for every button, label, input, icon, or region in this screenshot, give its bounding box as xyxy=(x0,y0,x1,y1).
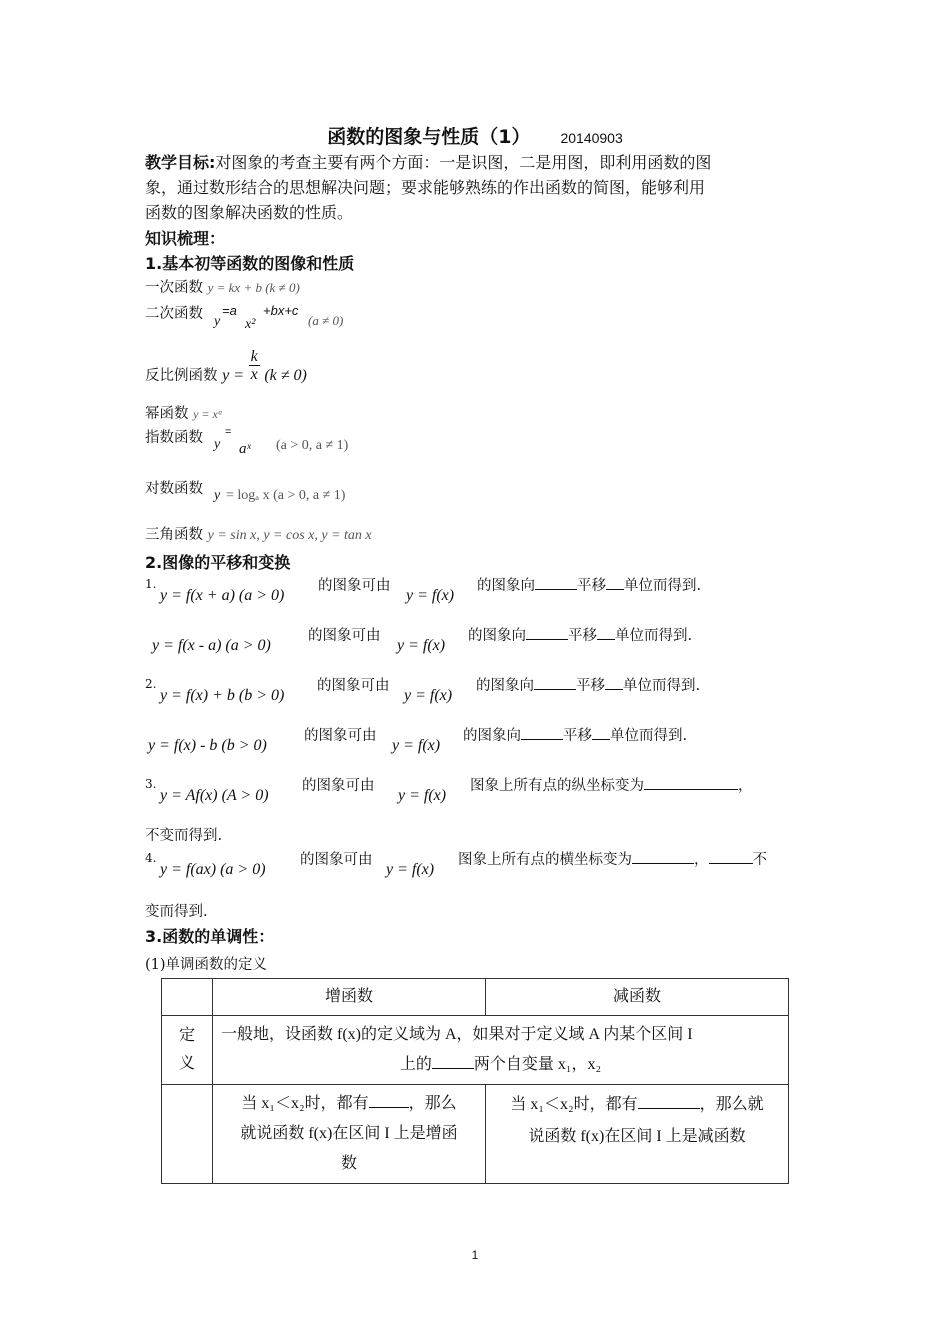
func-formula: y = xᵅ xyxy=(193,407,223,421)
transform-mid: 的图象可由 xyxy=(304,728,377,744)
func-exponential xyxy=(145,426,203,447)
section-3-heading: 3.函数的单调性： xyxy=(145,927,275,946)
increasing-condition xyxy=(213,1085,486,1184)
transform-formula: y = f(x) - b (b > 0) xyxy=(148,737,267,754)
def-line-2b: 两个自变量 x₁，x₂ xyxy=(473,1056,602,1073)
quad-cond: (a ≠ 0) xyxy=(308,313,344,328)
transform-formula: y = f(x - a) (a > 0) xyxy=(152,637,271,654)
tail-text: 平移 xyxy=(577,578,606,594)
func-linear xyxy=(145,276,300,297)
section-2-heading: 2.图像的平移和变换 xyxy=(145,553,291,572)
goal-text-1: 对图象的考查主要有两个方面：一是识图，二是用图，即利用函数的图 xyxy=(215,153,712,172)
func-name: 三角函数 xyxy=(145,527,203,543)
tail-text: 的图象向 xyxy=(468,628,526,644)
func-trig xyxy=(145,523,372,544)
blank[interactable] xyxy=(432,1054,474,1069)
log-formula: = logₐ x (a > 0, a ≠ 1) xyxy=(226,488,346,503)
recip-cond: (k ≠ 0) xyxy=(264,367,307,384)
def-label-text: 定义 xyxy=(179,1027,196,1072)
exp-y: y xyxy=(214,437,221,452)
tail-text: 的图象向 xyxy=(476,678,534,694)
transform-mid: 的图象可由 xyxy=(317,678,390,694)
blank[interactable] xyxy=(606,575,624,590)
section-knowledge: 知识梳理： xyxy=(145,229,226,248)
recip-fraction xyxy=(249,348,260,383)
transform-continuation: 不变而得到. xyxy=(145,828,223,844)
blank[interactable] xyxy=(605,675,623,690)
tail-text: 的图象向 xyxy=(463,728,521,744)
item-number: 2. xyxy=(145,677,157,691)
inc-1b: ，那么 xyxy=(408,1095,457,1112)
blank[interactable] xyxy=(526,625,568,640)
transform-mid: 的图象可由 xyxy=(308,628,381,644)
goal-line-1 xyxy=(145,150,711,175)
decreasing-condition xyxy=(486,1085,789,1184)
tail-text: 平移 xyxy=(563,728,592,744)
blank[interactable] xyxy=(709,849,753,864)
func-name: 反比例函数 xyxy=(145,368,218,384)
inc-line-2: 就说函数 f(x)在区间 I 上是增函 xyxy=(240,1125,458,1142)
blank[interactable] xyxy=(632,849,694,864)
blank[interactable] xyxy=(521,725,563,740)
transform-tail xyxy=(470,774,753,795)
transform-tail xyxy=(463,724,687,745)
tail-text: 单位而得到. xyxy=(624,578,702,594)
page-number: 1 xyxy=(471,1248,479,1262)
def-line-1: 一般地，设函数 f(x)的定义域为 A，如果对于定义域 A 内某个区间 I xyxy=(221,1026,693,1043)
goal-line-2: 象，通过数形结合的思想解决问题；要求能够熟练的作出函数的简图，能够利用 xyxy=(145,178,706,197)
goal-label: 教学目标: xyxy=(145,153,216,172)
definition-label xyxy=(162,1016,213,1085)
func-log xyxy=(145,477,203,498)
transform-formula: y = f(x) + b (b > 0) xyxy=(160,687,285,704)
subsection-1: (1)单调函数的定义 xyxy=(145,957,268,973)
page-title xyxy=(0,122,950,149)
inc-1a: 当 x₁＜x₂时，都有 xyxy=(241,1095,369,1112)
title-date: 20140903 xyxy=(560,130,623,146)
transform-tail xyxy=(476,674,700,695)
transform-continuation: 变而得到. xyxy=(145,904,208,920)
tail-text: 图象上所有点的纵坐标变为 xyxy=(470,778,644,794)
header-increasing: 增函数 xyxy=(213,979,486,1016)
blank[interactable] xyxy=(535,575,577,590)
transform-formula: y = Af(x) (A > 0) xyxy=(160,787,269,804)
quad-x2: x² xyxy=(245,317,256,332)
transform-mid: 的图象可由 xyxy=(318,578,391,594)
transform-base: y = f(x) xyxy=(386,861,435,878)
item-number: 3. xyxy=(145,777,157,791)
transform-tail xyxy=(458,848,767,869)
tail-text: 单位而得到. xyxy=(610,728,688,744)
section-1-heading: 1.基本初等函数的图像和性质 xyxy=(145,254,355,273)
frac-denominator: x xyxy=(250,365,258,383)
transform-base: y = f(x) xyxy=(404,687,453,704)
tail-text: 的图象向 xyxy=(477,578,535,594)
inc-line-3: 数 xyxy=(340,1155,357,1172)
blank[interactable] xyxy=(369,1093,409,1108)
recip-y: y = xyxy=(222,367,245,384)
transform-tail xyxy=(468,624,692,645)
def-line-2 xyxy=(221,1050,780,1080)
item-number: 1. xyxy=(145,577,157,591)
func-quadratic xyxy=(145,302,203,323)
tail-text: ， xyxy=(738,778,753,794)
func-power xyxy=(145,402,223,423)
transform-base: y = f(x) xyxy=(406,587,455,604)
blank[interactable] xyxy=(592,725,610,740)
func-formula: y = kx + b (k ≠ 0) xyxy=(207,280,300,295)
func-name: 对数函数 xyxy=(145,481,203,497)
func-name: 二次函数 xyxy=(145,306,203,322)
func-formula: y = sin x, y = cos x, y = tan x xyxy=(207,528,372,543)
blank[interactable] xyxy=(597,625,615,640)
inc-line-1 xyxy=(221,1089,477,1119)
frac-numerator: k xyxy=(250,347,258,365)
func-name: 一次函数 xyxy=(145,280,203,296)
quad-y: y xyxy=(214,314,221,329)
transform-base: y = f(x) xyxy=(397,637,446,654)
dec-line-1 xyxy=(494,1089,780,1121)
blank[interactable] xyxy=(638,1094,700,1109)
transform-base: y = f(x) xyxy=(398,787,447,804)
table-cell-empty xyxy=(162,1085,213,1184)
tail-text: 单位而得到. xyxy=(623,678,701,694)
exp-cond: (a > 0, a ≠ 1) xyxy=(276,438,349,453)
tail-text: 平移 xyxy=(576,678,605,694)
tail-text: ， xyxy=(694,852,709,868)
quad-a: =a xyxy=(222,303,237,318)
table-row xyxy=(162,1016,789,1085)
tail-text: 平移 xyxy=(568,628,597,644)
table-row xyxy=(162,1085,789,1184)
tail-text: 图象上所有点的横坐标变为 xyxy=(458,852,632,868)
table-cell-empty xyxy=(162,979,213,1016)
monotonicity-table xyxy=(161,978,789,1184)
title-text: 函数的图象与性质（1） xyxy=(327,126,531,148)
func-name: 指数函数 xyxy=(145,430,203,446)
dec-1b: ，那么就 xyxy=(699,1096,764,1113)
tail-text: 单位而得到. xyxy=(615,628,693,644)
blank[interactable] xyxy=(534,675,576,690)
goal-line-3: 函数的图象解决函数的性质。 xyxy=(145,203,354,222)
blank[interactable] xyxy=(644,775,738,790)
transform-formula: y = f(ax) (a > 0) xyxy=(160,861,266,878)
def-line-2a: 上的 xyxy=(399,1056,432,1073)
tail-text: 不 xyxy=(752,852,767,868)
exp-ax: aˣ xyxy=(239,441,251,457)
quad-rest: +bx+c xyxy=(263,303,299,318)
table-header-row xyxy=(162,979,789,1016)
item-number: 4. xyxy=(145,851,157,865)
definition-text xyxy=(213,1016,789,1085)
transform-base: y = f(x) xyxy=(392,737,441,754)
func-reciprocal xyxy=(145,347,307,385)
exp-eq: = xyxy=(225,426,232,438)
func-name: 幂函数 xyxy=(145,406,189,422)
header-decreasing: 减函数 xyxy=(486,979,789,1016)
log-y: y xyxy=(214,488,221,503)
dec-line-2: 说函数 f(x)在区间 I 上是减函数 xyxy=(528,1128,746,1145)
transform-formula: y = f(x + a) (a > 0) xyxy=(160,587,285,604)
transform-mid: 的图象可由 xyxy=(300,852,373,868)
dec-1a: 当 x₁＜x₂时，都有 xyxy=(510,1096,638,1113)
transform-tail xyxy=(477,574,701,595)
transform-mid: 的图象可由 xyxy=(302,778,375,794)
